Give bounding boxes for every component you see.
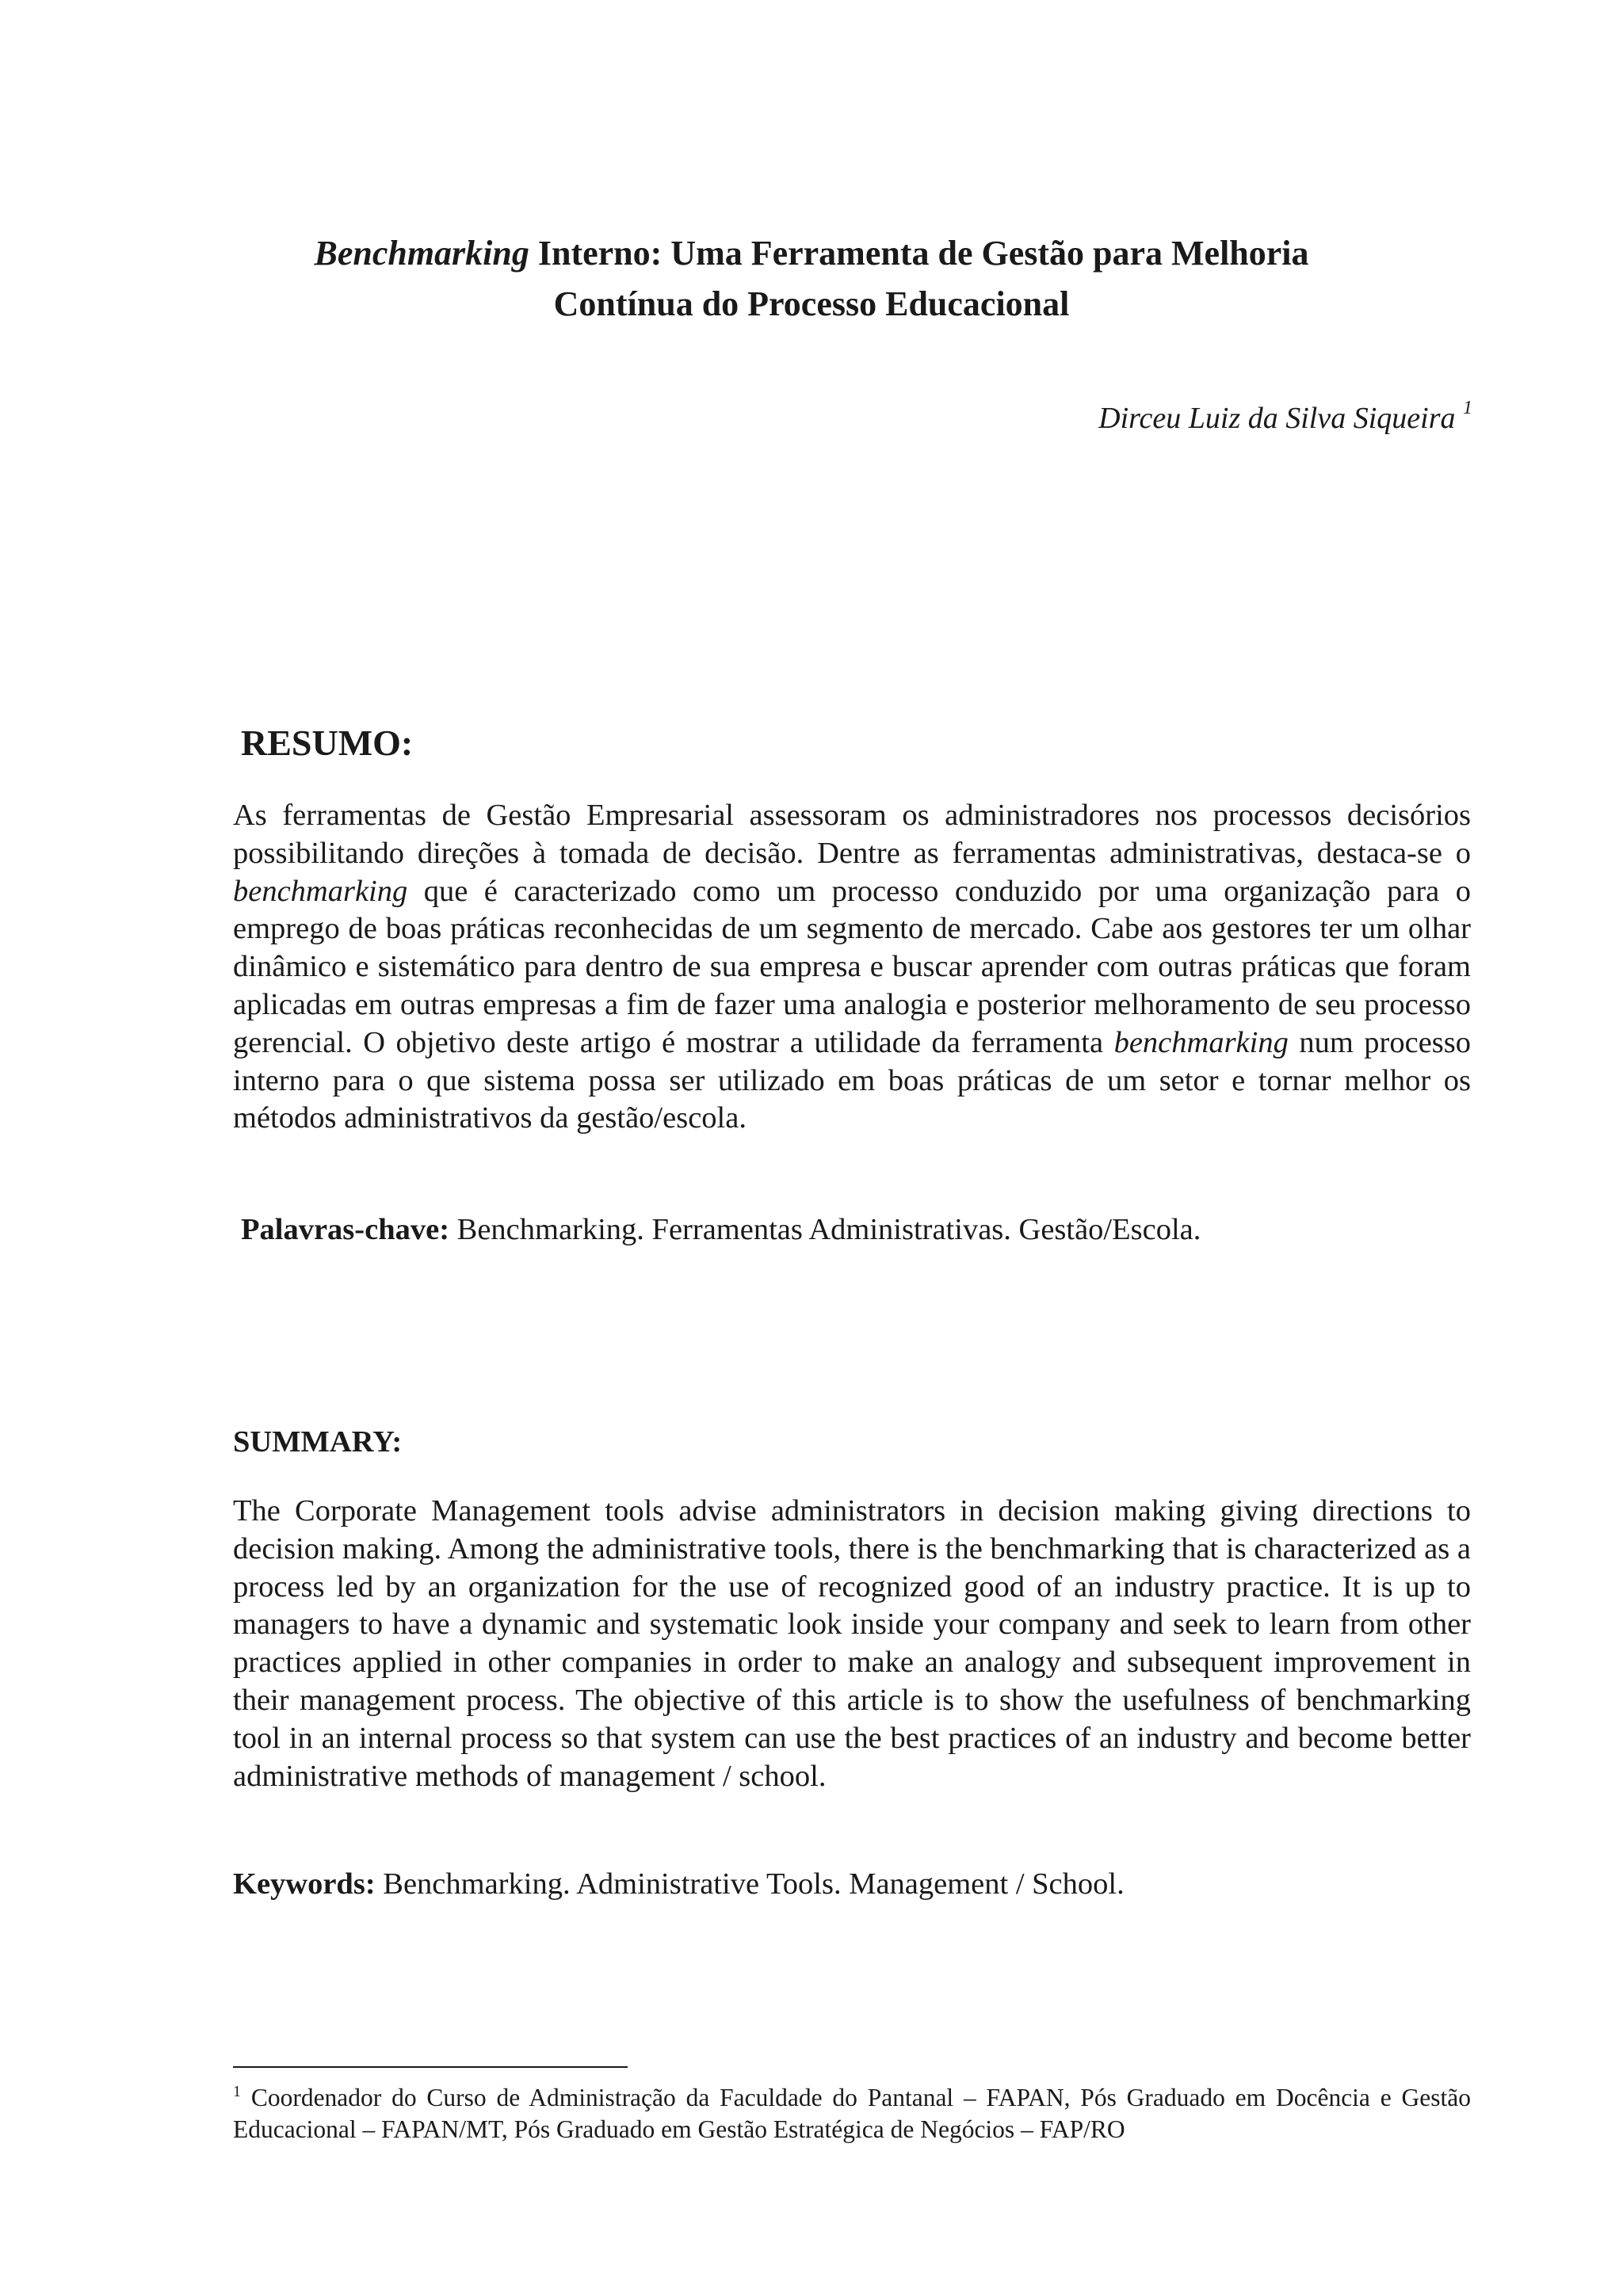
- resumo-italic-term-2: benchmarking: [1113, 1025, 1289, 1059]
- article-title: [235, 228, 1388, 330]
- keywords-label: Keywords:: [233, 1867, 376, 1901]
- title-italic-word: Benchmarking: [314, 234, 529, 273]
- author-name: Dirceu Luiz da Silva Siqueira: [1098, 402, 1456, 435]
- title-line2: Contínua do Processo Educacional: [553, 284, 1070, 323]
- summary-heading: SUMMARY:: [233, 1425, 403, 1459]
- footnote-mark: 1: [233, 2083, 241, 2100]
- palavras-chave-label: Palavras-chave:: [241, 1213, 450, 1246]
- summary-paragraph: The Corporate Management tools advise administrators in decision making giving directions to decision making. Among the administrative tools, there is the benchmarking that is characterized as a process led by an organization for the use of recognized good of an industry practice. It is up to managers to have a dynamic and systematic look inside your company and seek to learn from other practices applied in other companies in order to make an analogy and subsequent improvement in their management process. The objective of this article is to show the usefulness of benchmarking tool in an internal process so that system can use the best practices of an industry and become better administrative methods of management / school.: [233, 1494, 1471, 1793]
- palavras-chave-line: [241, 1211, 1201, 1249]
- title-line1-rest: Interno: Uma Ferramenta de Gestão para Melhoria: [529, 234, 1309, 273]
- resumo-text-part3: num processo interno para o que sistema possa ser utilizado em boas práticas de um setor e tornar melhor os métodos administrativos da gestão/escola.: [233, 1025, 1471, 1135]
- keywords-values: Benchmarking. Administrative Tools. Management / School.: [375, 1867, 1125, 1901]
- resumo-text-part2: que é caracterizado como um processo conduzido por uma organização para o emprego de boas práticas reconhecidas de um segmento de mercado. Cabe aos gestores ter um olhar dinâmico e sistemático para dentro de sua empresa e buscar aprender com outras práticas que foram aplicadas em outras empresas a fim de fazer uma analogia e posterior melhoramento de seu processo gerencial. O objetivo deste artigo é mostrar a utilidade da ferramenta: [233, 874, 1471, 1059]
- keywords-line: [233, 1865, 1125, 1903]
- palavras-chave-values: Benchmarking. Ferramentas Administrativas. Gestão/Escola.: [449, 1213, 1201, 1246]
- resumo-text-part1: As ferramentas de Gestão Empresarial assessoram os administradores nos processos decisórios possibilitando direções à tomada de decisão. Dentre as ferramentas administrativas, destaca-se o: [233, 799, 1471, 870]
- resumo-heading: RESUMO:: [241, 723, 414, 763]
- footnote-text: Coordenador do Curso de Administração da Faculdade do Pantanal – FAPAN, Pós Graduado em Docência e Gestão Educacional – FAPAN/MT, Pós Graduado em Gestão Estratégica de Negócios – FAP/RO: [233, 2084, 1471, 2143]
- resumo-italic-term-1: benchmarking: [233, 874, 408, 908]
- footnote-divider: [233, 2066, 628, 2068]
- author-footnote-mark: 1: [1463, 398, 1472, 418]
- footnote: [233, 2082, 1471, 2145]
- author-line: [1098, 399, 1472, 437]
- resumo-paragraph: [233, 797, 1471, 1138]
